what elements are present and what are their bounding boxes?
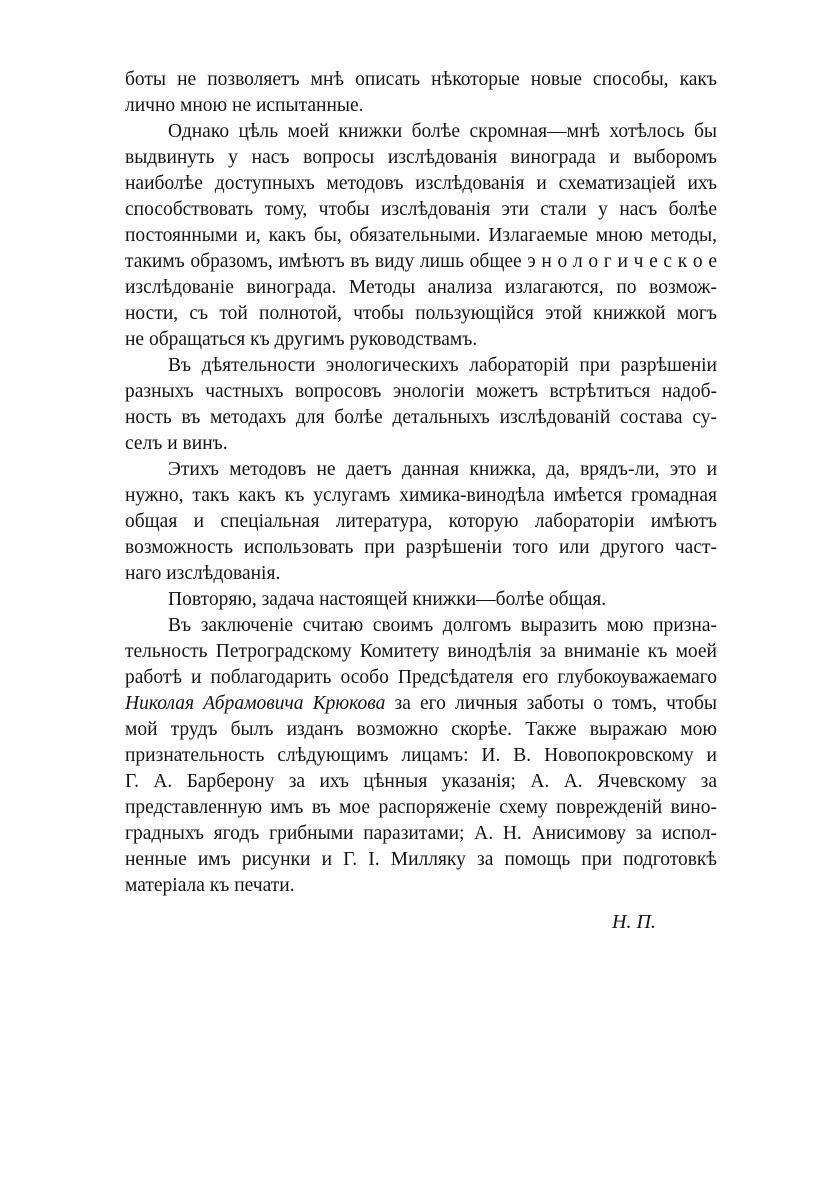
text-line: лично мною не испытанные. <box>125 95 364 116</box>
text-line: изслѣдованіе винограда. Методы анализа излагаются, по возмож- <box>125 277 717 298</box>
author-signature: Н. П. <box>612 911 656 933</box>
text-line: градныхъ ягодъ грибными паразитами; А. Н. Анисимову за испол- <box>125 823 717 844</box>
text-line: боты не позволяетъ мнѣ описать нѣкоторые новые способы, какъ <box>125 69 717 90</box>
text-line: наго изслѣдованія. <box>125 563 281 584</box>
text-line: Въ дѣятельности энологическихъ лабораторій при разрѣшеніи <box>168 355 717 376</box>
text-line: тельность Петроградскому Комитету винодѣлія за вниманіе къ моей <box>125 641 717 662</box>
text-line: постоянными и, какъ бы, обязательными. Излагаемые мною методы, <box>125 225 717 246</box>
text-line: способствовать тому, чтобы изслѣдованія эти стали у насъ болѣе <box>125 199 717 220</box>
text-line: селъ и винъ. <box>125 433 228 454</box>
text-line: Повторяю, задача настоящей книжки—болѣе общая. <box>168 589 607 610</box>
text-line: общая и спеціальная литература, которую лабораторіи имѣютъ <box>125 511 717 532</box>
text-line: признательность слѣдующимъ лицамъ: И. В. Новопокровскому и <box>125 745 717 766</box>
text-line-with-italic <box>125 692 717 716</box>
text-line: Въ заключеніе считаю своимъ долгомъ выразить мою призна- <box>168 615 717 636</box>
text-line: ненные имъ рисунки и Г. I. Милляку за помощь при подготовкѣ <box>125 849 717 870</box>
text-line: возможность использовать при разрѣшеніи того или другого част- <box>125 537 717 558</box>
text-line: наиболѣе доступныхъ методовъ изслѣдованія и схематизаціей ихъ <box>125 173 717 194</box>
text-line: Этихъ методовъ не даетъ данная книжка, да, врядъ-ли, это и <box>168 459 717 480</box>
text-line: мой трудъ былъ изданъ возможно скорѣе. Также выражаю мою <box>125 719 717 740</box>
text-line: такимъ образомъ, имѣютъ въ виду лишь общее э н о л о г и ч е с к о е <box>125 251 717 272</box>
text-line: не обращаться къ другимъ руководствамъ. <box>125 329 478 350</box>
text-line: Г. А. Барберону за ихъ цѣнныя указанія; А. А. Ячевскому за <box>125 771 717 792</box>
text-line: нужно, такъ какъ къ услугамъ химика-винодѣла имѣется громадная <box>125 485 717 506</box>
text-line: Однако цѣль моей книжки болѣе скромная—мнѣ хотѣлось бы <box>168 121 717 142</box>
text-line: ность въ методахъ для болѣе детальныхъ изслѣдованій состава су- <box>125 407 717 428</box>
text-line: ности, съ той полнотой, чтобы пользующійся этой книжкой могъ <box>125 303 717 324</box>
text-line: работѣ и поблагодарить особо Предсѣдателя его глубокоуважаемаго <box>125 667 717 688</box>
text-line: за его личныя заботы о томъ, чтобы <box>394 693 717 714</box>
text-line: представленную имъ въ мое распоряженіе схему поврежденій вино- <box>125 797 717 818</box>
text-line: разныхъ частныхъ вопросовъ энологіи можетъ встрѣтиться надоб- <box>125 381 717 402</box>
italic-name: Николая Абрамовича Крюкова <box>125 693 386 714</box>
text-line: выдвинуть у насъ вопросы изслѣдованія винограда и выборомъ <box>125 147 717 168</box>
text-line: матеріала къ печати. <box>125 875 295 896</box>
